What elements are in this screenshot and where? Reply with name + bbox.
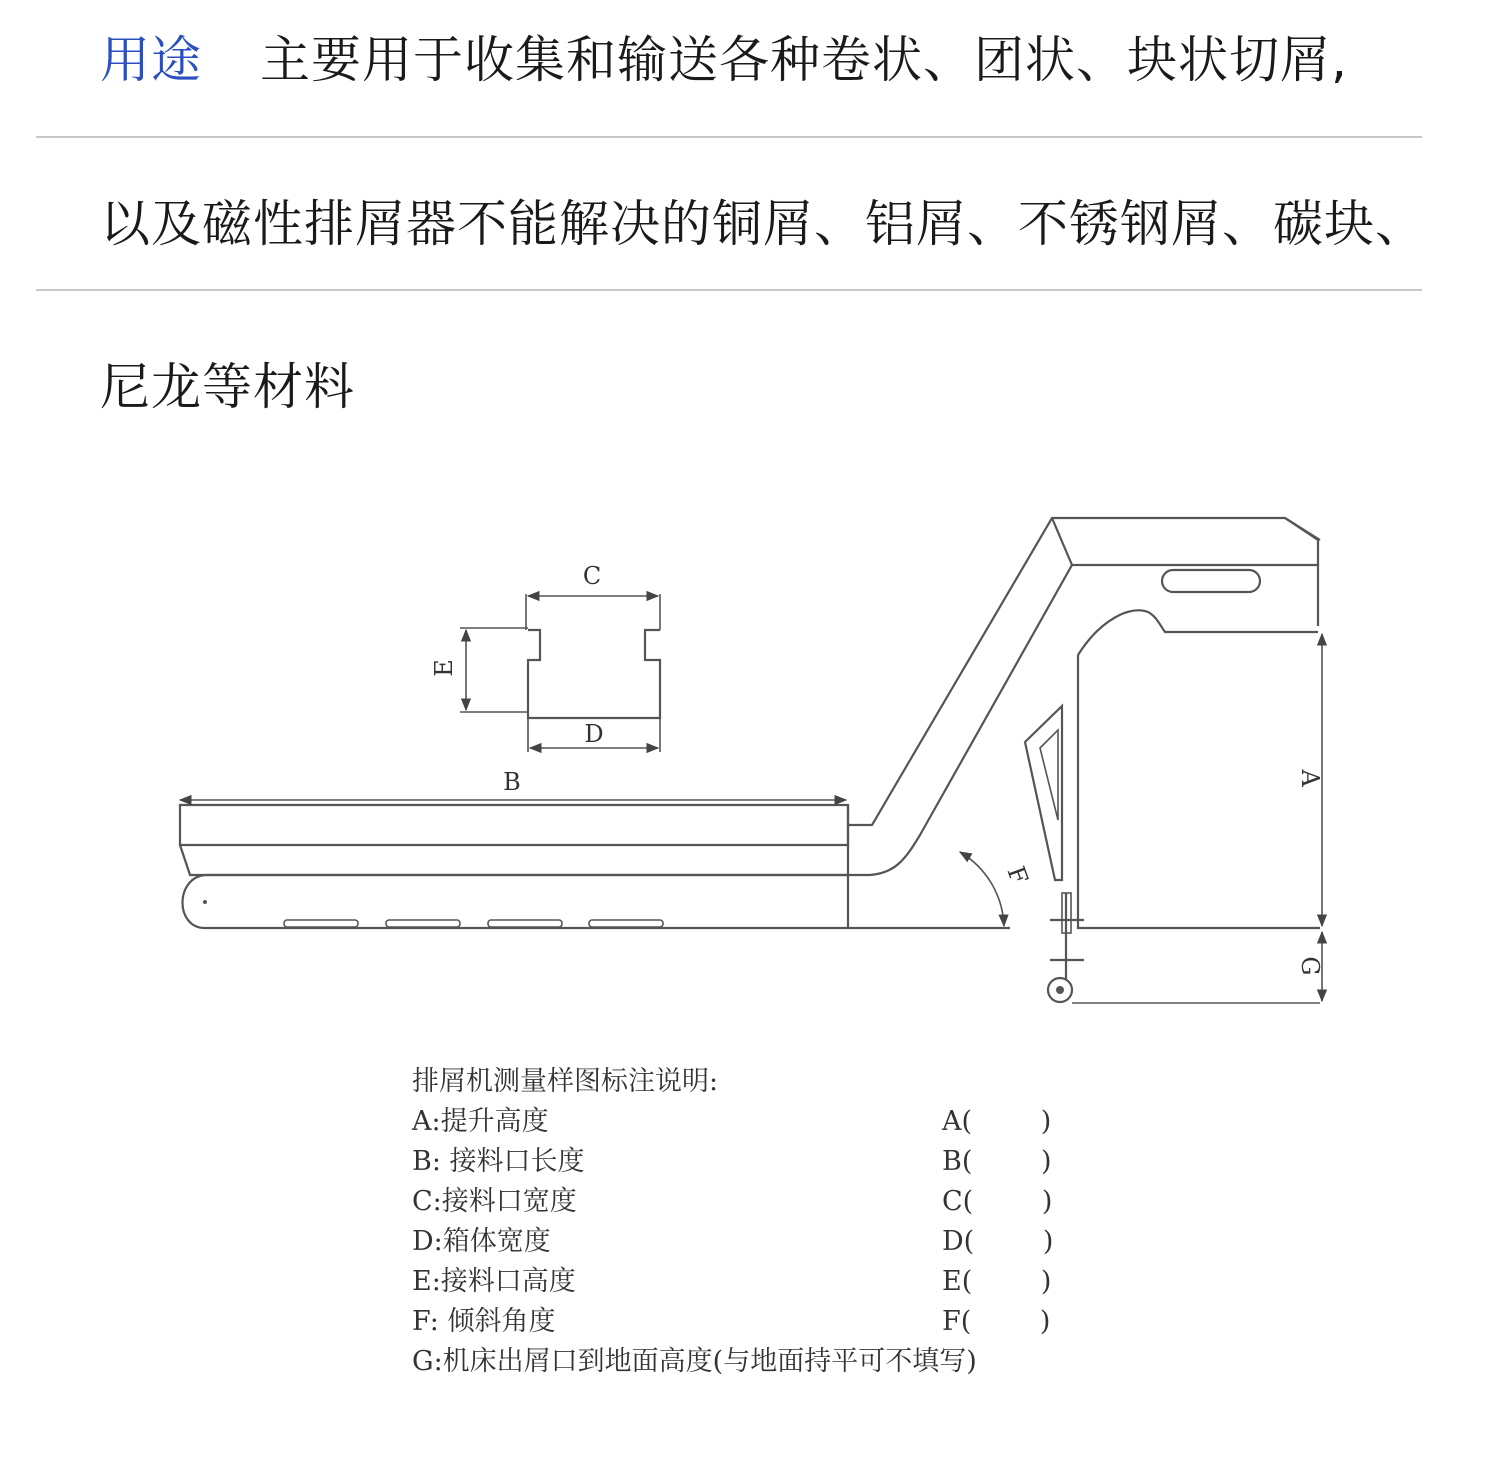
- note-c: C:接料口宽度: [412, 1186, 577, 1217]
- usage-line-2: 以及磁性排屑器不能解决的铜屑、铝屑、不锈钢屑、碳块、: [100, 195, 1426, 253]
- note-b: B: 接料口长度: [412, 1146, 585, 1177]
- dim-label-b: B: [503, 768, 521, 796]
- blank-d: D( ): [942, 1226, 1054, 1257]
- note-a: A:提升高度: [412, 1106, 549, 1137]
- angle-arc-f: [960, 852, 1004, 926]
- usage-line-3: 尼龙等材料: [100, 358, 355, 416]
- blank-f: F( ): [942, 1306, 1051, 1337]
- dim-label-a: A: [1296, 769, 1324, 787]
- measurement-notes: [411, 1066, 1053, 1377]
- cross-section-detail: [460, 594, 660, 752]
- dim-label-f: F: [1001, 862, 1034, 888]
- note-d: D:箱体宽度: [412, 1226, 551, 1257]
- usage-label: 用途: [100, 31, 202, 89]
- notes-title: 排屑机测量样图标注说明:: [412, 1066, 719, 1097]
- note-e: E:接料口高度: [412, 1266, 576, 1297]
- note-g: G:机床出屑口到地面高度(与地面持平可不填写): [412, 1346, 977, 1377]
- blank-e: E( ): [942, 1266, 1052, 1297]
- dim-label-d: D: [584, 720, 604, 748]
- dim-label-c: C: [582, 562, 602, 590]
- dim-label-e: E: [430, 659, 458, 677]
- conveyor-outline: [180, 518, 1320, 1003]
- usage-text-1: 主要用于收集和输送各种卷状、团状、块状切屑,: [260, 31, 1348, 89]
- blank-c: C( ): [942, 1186, 1053, 1217]
- blank-a: A( ): [942, 1106, 1052, 1137]
- note-f: F: 倾斜角度: [412, 1306, 556, 1337]
- dim-label-g: G: [1296, 956, 1324, 976]
- blank-b: B( ): [942, 1146, 1052, 1177]
